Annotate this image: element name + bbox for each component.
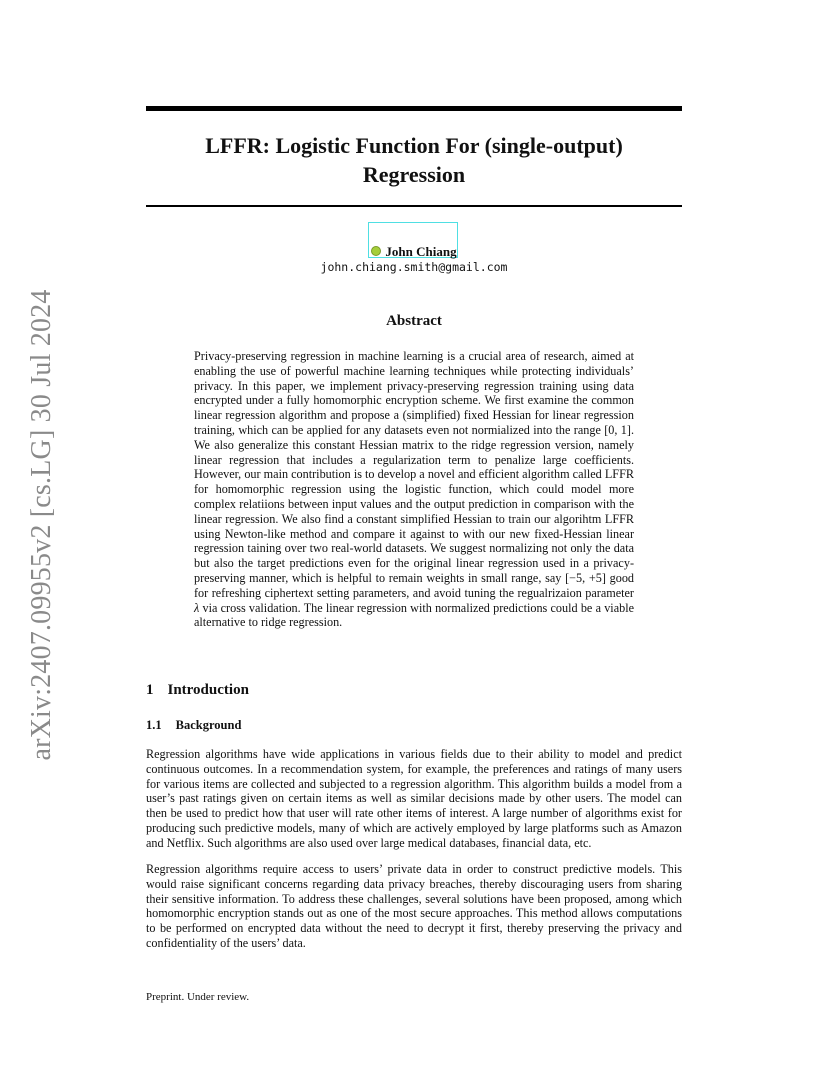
title-line-2: Regression <box>362 162 466 187</box>
section-title: Introduction <box>167 682 249 698</box>
section-number: 1 <box>146 682 154 698</box>
paragraph-1: Regression algorithms have wide applications in various fields due to their ability to model and predict continuous outcomes. In a recommendation system, for example, the preferences and ratings of many users for various items are collected and subjected to a regression algorithm. This algorithm builds a model from a user’s past ratings given on certain items as well as similar decisions made by other users. The model can then be used to predict how that user will rate other items of interest. A large number of algorithms exist for producing such predictive models, many of which are actively employed by large platforms such as Amazon and Netflix. Such algorithms are also used over large medical databases, financial data, etc. <box>146 747 682 850</box>
abstract-part-4: via cross validation. The linear regression with normalized predictions could be a viable alternative to ridge regression. <box>194 600 634 630</box>
author-email: john.chiang.smith@gmail.com <box>320 260 508 274</box>
abstract-heading: Abstract <box>386 313 442 329</box>
abstract-part-3: good for refreshing ciphertext setting parameters, and avoid tuning the regualrizaion parameter <box>194 570 634 600</box>
abstract-range-1: [0, 1] <box>604 422 631 437</box>
preprint-footer: Preprint. Under review. <box>146 991 250 1003</box>
subsection-heading-background <box>146 718 241 733</box>
subsection-number: 1.1 <box>146 718 162 732</box>
paragraph-2: Regression algorithms require access to users’ private data in order to construct predictive models. This would raise significant concerns regarding data privacy breaches, thereby discouraging users from sharing their sensitive information. To address these challenges, several solutions have been proposed, among which homomorphic encryption stands out as one of the most secure approaches. This method allows computations to be performed on encrypted data without the need to decrypt it first, thereby preserving the privacy and confidentiality of the users’ data. <box>146 862 682 950</box>
author-name[interactable]: John Chiang <box>385 244 457 259</box>
abstract-part-1: Privacy-preserving regression in machine learning is a crucial area of research, aimed at enabling the use of powerful machine learning techniques while protecting individuals’ privacy. In this paper, we implement privacy-preserving regression training using data encrypted under a fully homomorphic encryption scheme. We first examine the common linear regression algorithm and propose a (simplified) fixed Hessian for linear regression training, which can be applied for any datasets even not normialized into the range <box>194 349 634 437</box>
abstract-part-2: . We also generalize this constant Hessian matrix to the ridge regression version, namely linear regression that includes a regularization term to penalize large coefficients. However, our main contribution is to develop a novel and efficient algorithm called LFFR for homomorphic regression using the logistic function, which could model more complex relatiions between input values and the output prediction in comparison with the linear regression. We also find a constant simplified Hessian to train our algorihtm LFFR using Newton-like method and compare it against to with our new fixed-Hessian linear regression taining over two real-world datasets. We suggest normalizing not only the data but also the target predictions even for the original linear regression used in a privacy-preserving manner, which is helpful to remain weights in small range, say <box>194 422 634 585</box>
abstract-text <box>194 349 634 630</box>
abstract-lambda: λ <box>194 600 200 615</box>
arxiv-identifier: arXiv:2407.09955v2 [cs.LG] 30 Jul 2024 <box>26 289 57 761</box>
title-top-rule <box>146 106 682 111</box>
author-line <box>146 244 682 259</box>
title-line-1: LFFR: Logistic Function For (single-output) <box>205 133 623 158</box>
orcid-icon[interactable] <box>371 246 381 256</box>
title-bottom-rule <box>146 205 682 207</box>
abstract-range-2: [−5, +5] <box>565 570 606 585</box>
paper-title <box>146 131 682 189</box>
subsection-title: Background <box>175 718 242 732</box>
section-heading-introduction <box>146 681 249 699</box>
